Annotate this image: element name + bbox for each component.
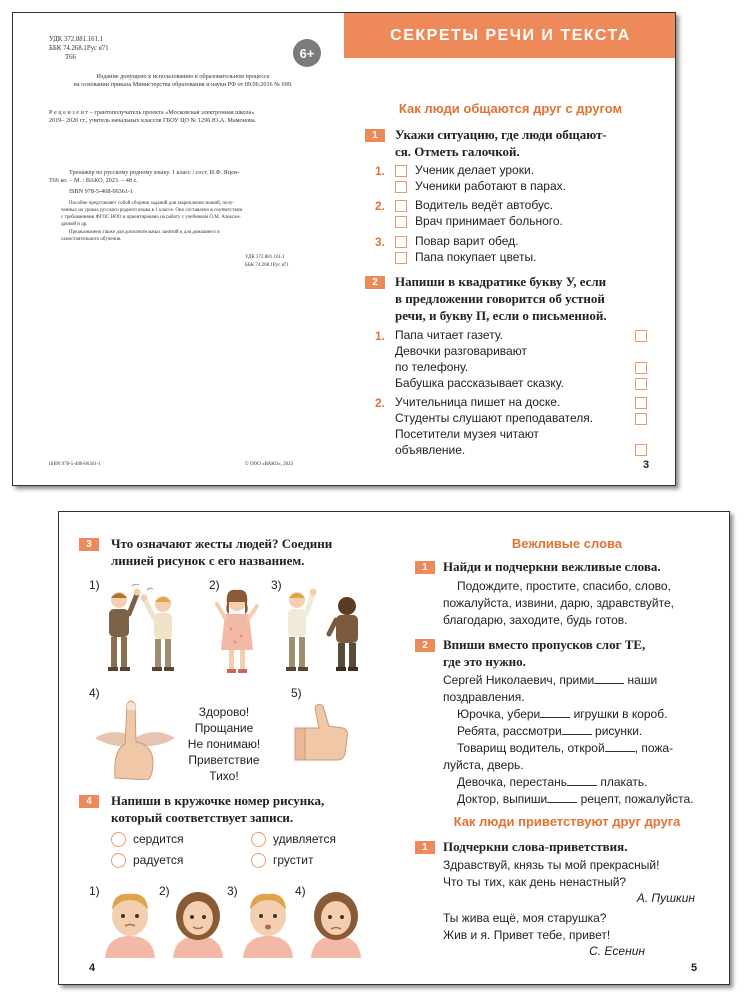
list-item: Ученик делает уроки.: [415, 163, 535, 177]
gesture-word: Здорово!: [198, 705, 250, 719]
boy-face-illustration: [241, 888, 295, 958]
sentence-text: Ребята, рассмотри: [457, 724, 562, 738]
checkbox[interactable]: [395, 165, 407, 177]
list-item: Папа покупает цветы.: [415, 250, 537, 264]
face-label: 1): [89, 884, 100, 898]
imprint-approval-1: Издание допущено к использованию в образовательном процессе: [96, 73, 270, 80]
section-banner: СЕКРЕТЫ РЕЧИ И ТЕКСТА: [344, 13, 676, 58]
list-item: Посетители музея читают: [395, 427, 539, 441]
emotion-option: удивляется: [273, 832, 337, 846]
list-item: Водитель ведёт автобус.: [415, 198, 554, 212]
checkbox[interactable]: [395, 216, 407, 228]
poem-line: Жив и я. Привет тебе, привет!: [443, 928, 611, 942]
sentence-text: Девочка, перестань: [457, 775, 567, 789]
sentence-line: [443, 672, 657, 689]
bottom-spread: [58, 511, 730, 985]
sentence-text: Сергей Николаевич, прими: [443, 673, 595, 687]
sentence-text: поздравления.: [443, 690, 525, 704]
age-rating-badge: 6+: [293, 39, 321, 67]
imprint-footer-isbn: ISBN 978-5-408-06361-1: [49, 462, 101, 467]
answer-box[interactable]: [635, 444, 647, 456]
page3-subtitle: Как люди общаются друг с другом: [398, 101, 623, 116]
page-number: 5: [691, 962, 698, 974]
group-number: 1.: [375, 164, 386, 178]
answer-circle[interactable]: [251, 832, 266, 847]
group-number: 2.: [375, 396, 386, 410]
sentence-text: Доктор, выпиши: [457, 792, 548, 806]
task-number: 2: [365, 276, 385, 289]
answer-circle[interactable]: [111, 853, 126, 868]
checkbox[interactable]: [395, 236, 407, 248]
sentence-text: луйста, дверь.: [443, 758, 524, 772]
sentence-text: рисунки.: [591, 724, 643, 738]
list-item: Бабушка рассказывает сказку.: [395, 376, 564, 390]
face-label: 2): [159, 884, 170, 898]
answer-circle[interactable]: [111, 832, 126, 847]
sentence-text: , пожа-: [634, 741, 674, 755]
sentence-line: [443, 689, 525, 706]
word-line: пожалуйста, извини, дарю, здравствуйте,: [443, 596, 674, 610]
page5-subtitle: Как люди приветствуют друг друга: [453, 814, 681, 829]
imprint-bbk: ББК 74.268.1Рус я71: [49, 45, 109, 52]
imprint-title-1: Тренажёр по русскому родному языку. 1 класс / сост. И.Ф. Яцен-: [69, 169, 240, 176]
gesture-word: Тихо!: [209, 769, 239, 783]
word-line: Подождите, простите, спасибо, слово,: [457, 579, 671, 593]
answer-circle[interactable]: [251, 853, 266, 868]
task-text: речи, и букву П, если о письменной.: [395, 308, 607, 323]
sentence-text: плакать.: [597, 775, 648, 789]
list-item: Девочки разговаривают: [395, 344, 527, 358]
imprint-desc-6: самостоятельного обучения.: [61, 237, 122, 242]
imprint-reviewer-1: Р е ц е н з е н т – грантополучатель проекта «Московская электронная школа»: [49, 109, 255, 116]
imprint-desc-4: дровой и др.: [61, 222, 88, 227]
list-item: Студенты слушают преподавателя.: [395, 411, 594, 425]
figure-label: 3): [271, 578, 282, 592]
list-item: объявление.: [395, 443, 466, 457]
top-spread: [12, 12, 676, 486]
list-item: Ученики работают в парах.: [415, 179, 566, 193]
task-number: 3: [79, 538, 99, 551]
checkbox[interactable]: [395, 252, 407, 264]
task-text: линией рисунок с его названием.: [111, 553, 305, 568]
task-text: Напиши в кружочке номер рисунка,: [111, 793, 325, 808]
poem-line: Здравствуй, князь ты мой прекрасный!: [443, 858, 660, 872]
task-text: Укажи ситуацию, где люди общают-: [395, 127, 607, 142]
answer-box[interactable]: [635, 397, 647, 409]
imprint-desc-5: Предназначено также для дополнительных занятий и для домашнего и: [69, 230, 220, 235]
task-number: 1: [365, 129, 385, 142]
imprint-reviewer-2: 2019– 2020 гг., учитель начальных классов ГБОУ ЦО № 1296 Ю.А. Мамонова.: [49, 117, 257, 124]
sentence-text: Юрочка, убери: [457, 707, 541, 721]
imprint-desc-2: ченных на уроках русского родного языка в 1 классе. Оно составлено в соответствии: [61, 208, 243, 213]
boys-greeting-illustration: [275, 582, 375, 677]
blank-field[interactable]: [562, 725, 592, 735]
sentence-text: наши: [624, 673, 658, 687]
sentence-text: рецепт, пожалуйста.: [577, 792, 694, 806]
imprint-udk-2: УДК 372.881.161.1: [245, 255, 285, 260]
list-item: Папа читает газету.: [395, 328, 503, 342]
task-text: где это нужно.: [443, 654, 526, 669]
sentence-line: [457, 774, 648, 791]
imprint-isbn: ISBN 978-5-408-06361-1: [69, 188, 134, 195]
imprint-code: Т66: [65, 54, 76, 61]
task-number: 1: [415, 841, 435, 854]
sentence-line: [457, 706, 667, 723]
figure-label: 1): [89, 578, 100, 592]
task-text: ся. Отметь галочкой.: [395, 144, 520, 159]
group-number: 3.: [375, 235, 386, 249]
poem-author: А. Пушкин: [636, 891, 695, 905]
task-text: Впиши вместо пропусков слог ТЕ,: [443, 637, 646, 652]
emotion-option: сердится: [133, 832, 184, 846]
list-item: по телефону.: [395, 360, 469, 374]
figure-label: 4): [89, 686, 100, 700]
blank-field[interactable]: [594, 674, 624, 684]
page-number: 3: [643, 459, 650, 471]
page5-subtitle: Вежливые слова: [511, 536, 623, 551]
gesture-word: Не понимаю!: [187, 737, 261, 751]
poem-line: Что ты тих, как день ненастный?: [443, 875, 627, 889]
task-text: который соответствует записи.: [111, 810, 294, 825]
girl-waving-illustration: [211, 584, 261, 676]
imprint-desc-1: Пособие представляет собой сборник заданий для закрепления знаний, полу-: [69, 201, 235, 206]
gesture-word: Прощание: [194, 721, 254, 735]
blank-field[interactable]: [547, 793, 577, 803]
imprint-udk: УДК 372.881.161.1: [49, 36, 104, 43]
sentence-line: [457, 740, 673, 757]
answer-box[interactable]: [635, 378, 647, 390]
poem-author: С. Есенин: [589, 944, 645, 958]
imprint-footer-copyright: © ООО «ВАКО», 2023: [245, 462, 294, 467]
finger-on-lips-illustration: [95, 698, 175, 780]
task-text: в предложении говорится об устной: [395, 291, 605, 306]
imprint-bbk-2: ББК 74.268.1Рус я71: [245, 263, 289, 268]
task-text: Подчеркни слова-приветствия.: [443, 839, 628, 854]
gesture-word: Приветствие: [188, 753, 260, 767]
group-number: 1.: [375, 329, 386, 343]
sentence-line: [443, 757, 524, 774]
imprint-desc-3: с требованиями ФГОС НОО и ориентировано на работу с учебником О.М. Алексан-: [61, 215, 241, 220]
blank-field[interactable]: [567, 776, 597, 786]
page-number: 4: [89, 962, 96, 974]
task-text: Что означают жесты людей? Соедини: [111, 536, 333, 551]
task-number: 1: [415, 561, 435, 574]
figure-label: 5): [291, 686, 302, 700]
sentence-line: [457, 723, 642, 740]
word-line: благодарю, заходите, будь готов.: [443, 613, 628, 627]
emotion-option: грустит: [273, 853, 314, 867]
task-text: Найди и подчеркни вежливые слова.: [443, 559, 661, 574]
checkbox[interactable]: [395, 200, 407, 212]
group-number: 2.: [375, 199, 386, 213]
sentence-line: [457, 791, 693, 808]
sentence-text: игрушки в короб.: [570, 707, 668, 721]
sentence-text: Товарищ водитель, открой: [457, 741, 605, 755]
girl-face-illustration: [309, 888, 363, 958]
figure-label: 2): [209, 578, 220, 592]
girl-face-illustration: [171, 888, 225, 958]
task-text: Напиши в квадратике букву У, если: [395, 274, 607, 289]
imprint-approval-2: на основании приказа Министерства образования и науки РФ от 09.06.2016 № 699.: [73, 81, 293, 88]
boys-waving-illustration: [97, 582, 192, 677]
list-item: Повар варит обед.: [415, 234, 519, 248]
poem-line: Ты жива ещё, моя старушка?: [443, 911, 607, 925]
checkbox[interactable]: [395, 181, 407, 193]
boy-face-illustration: [103, 888, 157, 958]
thumbs-up-illustration: [293, 702, 353, 764]
blank-field[interactable]: [605, 742, 635, 752]
emotion-option: радуется: [133, 853, 184, 867]
answer-box[interactable]: [635, 413, 647, 425]
list-item: Учительница пишет на доске.: [395, 395, 561, 409]
face-label: 4): [295, 884, 306, 898]
imprint-title-2: Т66 ко. – М. : ВАКО, 2023. – 48 с.: [49, 177, 138, 184]
list-item: Врач принимает больного.: [415, 214, 563, 228]
task-number: 2: [415, 639, 435, 652]
answer-box[interactable]: [635, 330, 647, 342]
face-label: 3): [227, 884, 238, 898]
answer-box[interactable]: [635, 362, 647, 374]
blank-field[interactable]: [540, 708, 570, 718]
task-number: 4: [79, 795, 99, 808]
